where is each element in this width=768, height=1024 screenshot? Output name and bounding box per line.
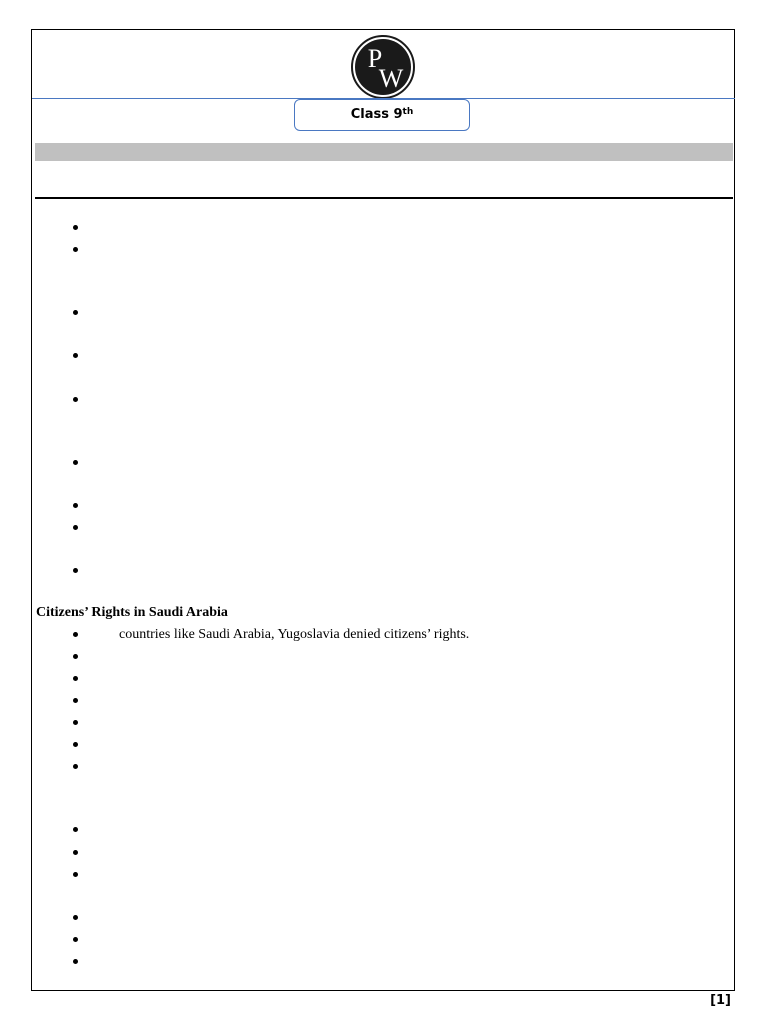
bullet-point	[72, 459, 80, 467]
bullet-point	[72, 914, 80, 922]
page-number: [1]	[710, 993, 731, 1008]
title-band	[35, 143, 733, 161]
bullet-point	[72, 567, 80, 575]
bullet-point	[72, 352, 80, 360]
bullet-point	[72, 309, 80, 317]
class-suffix: th	[402, 107, 414, 117]
bullet-point	[72, 936, 80, 944]
bullet-point	[72, 741, 80, 749]
bullet-point	[72, 719, 80, 727]
section-rule	[35, 197, 733, 199]
bullet-point	[72, 871, 80, 879]
bullet-point	[72, 246, 80, 254]
bullet-point	[72, 826, 80, 834]
bullet-point	[72, 653, 80, 661]
page-frame	[31, 29, 735, 991]
class-label: Class 9	[350, 107, 403, 122]
bullet-point	[72, 631, 80, 639]
bullet-point	[72, 675, 80, 683]
bullet-point	[72, 763, 80, 771]
pw-logo	[351, 35, 415, 99]
svg-text:W: W	[378, 64, 404, 93]
bullet-point	[72, 849, 80, 857]
bullet-text: countries like Saudi Arabia, Yugoslavia denied citizens’ rights.	[119, 627, 470, 642]
bullet-point	[72, 524, 80, 532]
bullet-point	[72, 958, 80, 966]
bullet-point	[72, 396, 80, 404]
class-badge	[294, 99, 470, 131]
svg-text:P: P	[367, 44, 383, 73]
bullet-point	[72, 502, 80, 510]
bullet-point	[72, 697, 80, 705]
section-heading: Citizens’ Rights in Saudi Arabia	[36, 605, 228, 620]
bullet-point	[72, 224, 80, 232]
